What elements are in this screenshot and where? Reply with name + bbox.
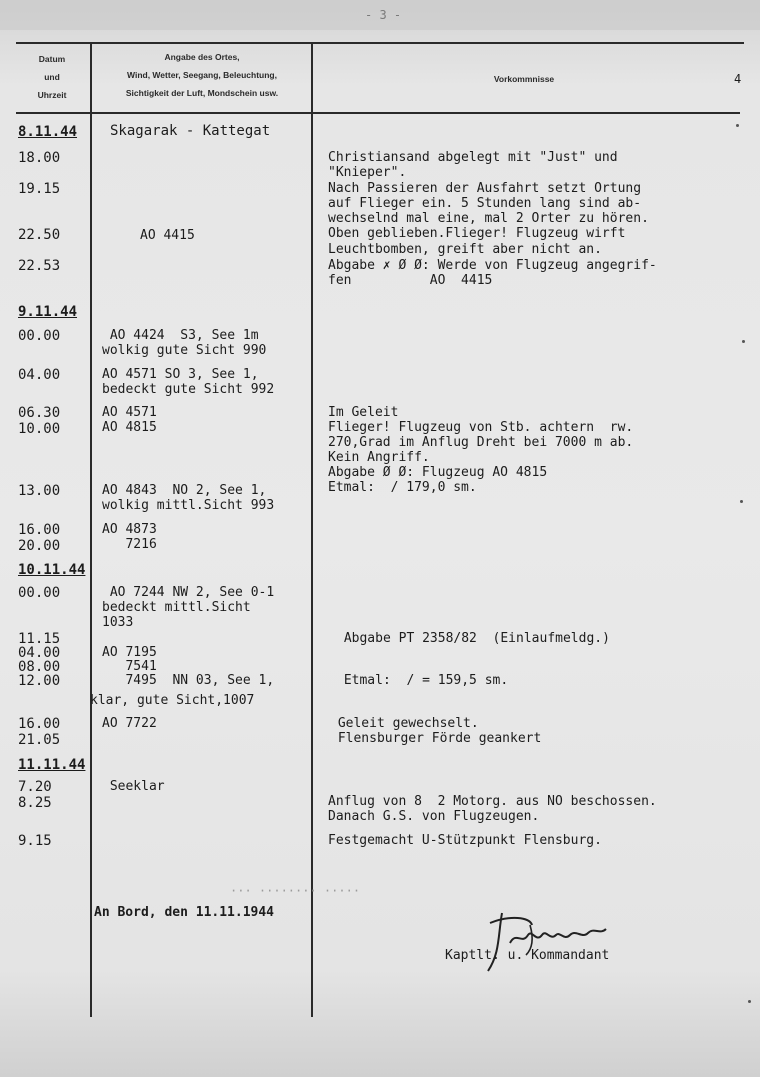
- location-cell: AO 4571 SO 3, See 1, bedeckt gute Sicht 992: [102, 367, 275, 397]
- date-heading-10-11-44: 10.11.44: [18, 562, 86, 578]
- header-date-column: [16, 50, 88, 104]
- time-cell: 16.00 20.00: [18, 522, 61, 554]
- ink-speck: [740, 500, 743, 503]
- location-cell: AO 4873 7216: [102, 522, 157, 552]
- time-cell: 9.15: [18, 833, 52, 849]
- location-cell: AO 4424 S3, See 1m wolkig gute Sicht 990: [102, 328, 267, 358]
- date-heading-9-11-44: 9.11.44: [18, 304, 78, 320]
- event-cell: Christiansand abgelegt mit "Just" und "Knieper".: [328, 150, 618, 180]
- time-cell: 11.15 04.00 08.00 12.00: [18, 631, 61, 689]
- time-cell: 16.00 21.05: [18, 716, 61, 748]
- location-cell: Skagarak - Kattegat: [110, 123, 271, 139]
- column-divider-2: [311, 42, 313, 1017]
- header-date-label-2: und: [44, 72, 60, 82]
- header-location-label-2: Wind, Wetter, Seegang, Beleuchtung,: [127, 70, 277, 80]
- event-cell: Abgabe PT 2358/82 (Einlaufmeldg.) Etmal: / = 159,5 sm.: [343, 631, 610, 688]
- time-cell: 22.53: [18, 258, 61, 274]
- location-cell: AO 4571 AO 4815: [102, 405, 157, 435]
- ink-speck: [748, 1000, 751, 1003]
- ink-speck: [742, 340, 745, 343]
- time-cell: 18.00: [18, 150, 61, 166]
- board-date-line: An Bord, den 11.11.1944: [94, 905, 275, 920]
- location-cell: AO 7244 NW 2, See 0-1 bedeckt mittl.Sicht 1033: [102, 585, 275, 630]
- time-cell: 00.00: [18, 585, 61, 601]
- location-cell: AO 7722: [102, 716, 157, 731]
- signature-title: Kaptlt. u. Kommandant: [445, 948, 610, 963]
- location-cell: klar, gute Sicht,1007: [90, 693, 255, 708]
- header-events-column: Vorkommnisse: [493, 74, 555, 84]
- location-cell: Seeklar: [102, 779, 165, 794]
- header-location-label-1: Angabe des Ortes,: [164, 52, 240, 62]
- event-cell: Abgabe ✗ Ø Ø: Werde von Flugzeug angegrif- fen AO 4415: [328, 258, 657, 288]
- time-cell: 7.20 8.25: [18, 779, 52, 811]
- ink-speck: [736, 124, 739, 127]
- event-cell: Leuchtbomben, greift aber nicht an.: [328, 242, 602, 257]
- event-cell: Festgemacht U-Stützpunkt Flensburg.: [328, 833, 602, 848]
- event-cell: Nach Passieren der Ausfahrt setzt Ortung auf Flieger ein. 5 Stunden lang sind ab- wechselnd mal eine, mal 2 Orter zu hören. Oben geblieben.Flieger! Flugzeug wirft: [328, 181, 649, 241]
- time-cell: 19.15: [18, 181, 61, 197]
- header-location-label-3: Sichtigkeit der Luft, Mondschein usw.: [125, 88, 279, 98]
- handwritten-signature: [470, 905, 610, 975]
- date-heading-8-11-44: 8.11.44: [18, 124, 78, 140]
- faded-text: ··· ········ ·····: [230, 884, 361, 898]
- column-divider-1: [90, 42, 92, 1017]
- header-date-label-1: Datum: [38, 54, 66, 64]
- location-cell: AO 4415: [140, 228, 195, 243]
- time-cell: 04.00: [18, 367, 61, 383]
- time-cell: 13.00: [18, 483, 61, 499]
- event-cell: Im Geleit Flieger! Flugzeug von Stb. achtern rw. 270,Grad im Anflug Dreht bei 7000 m ab. Kein Angriff. Abgabe Ø Ø: Flugzeug AO 4815 Etmal: / 179,0 sm.: [328, 405, 634, 495]
- location-cell: AO 4843 NO 2, See 1, wolkig mittl.Sicht 993: [102, 483, 275, 513]
- event-cell: Geleit gewechselt. Flensburger Förde geankert: [337, 716, 542, 746]
- header-location-column: [94, 48, 310, 102]
- header-bottom-rule: [16, 112, 740, 114]
- location-cell: AO 7195 7541 7495 NN 03, See 1,: [102, 645, 275, 688]
- time-cell: 00.00: [18, 328, 61, 344]
- event-cell: Anflug von 8 2 Motorg. aus NO beschossen. Danach G.S. von Flugzeugen.: [328, 794, 657, 824]
- time-cell: 22.50: [18, 227, 61, 243]
- date-heading-11-11-44: 11.11.44: [18, 757, 86, 773]
- time-cell: 06.30 10.00: [18, 405, 61, 437]
- header-tick-mark: 4: [734, 72, 742, 86]
- page-number: - 3 -: [365, 8, 402, 22]
- top-rule: [16, 42, 744, 44]
- header-date-label-3: Uhrzeit: [37, 90, 67, 100]
